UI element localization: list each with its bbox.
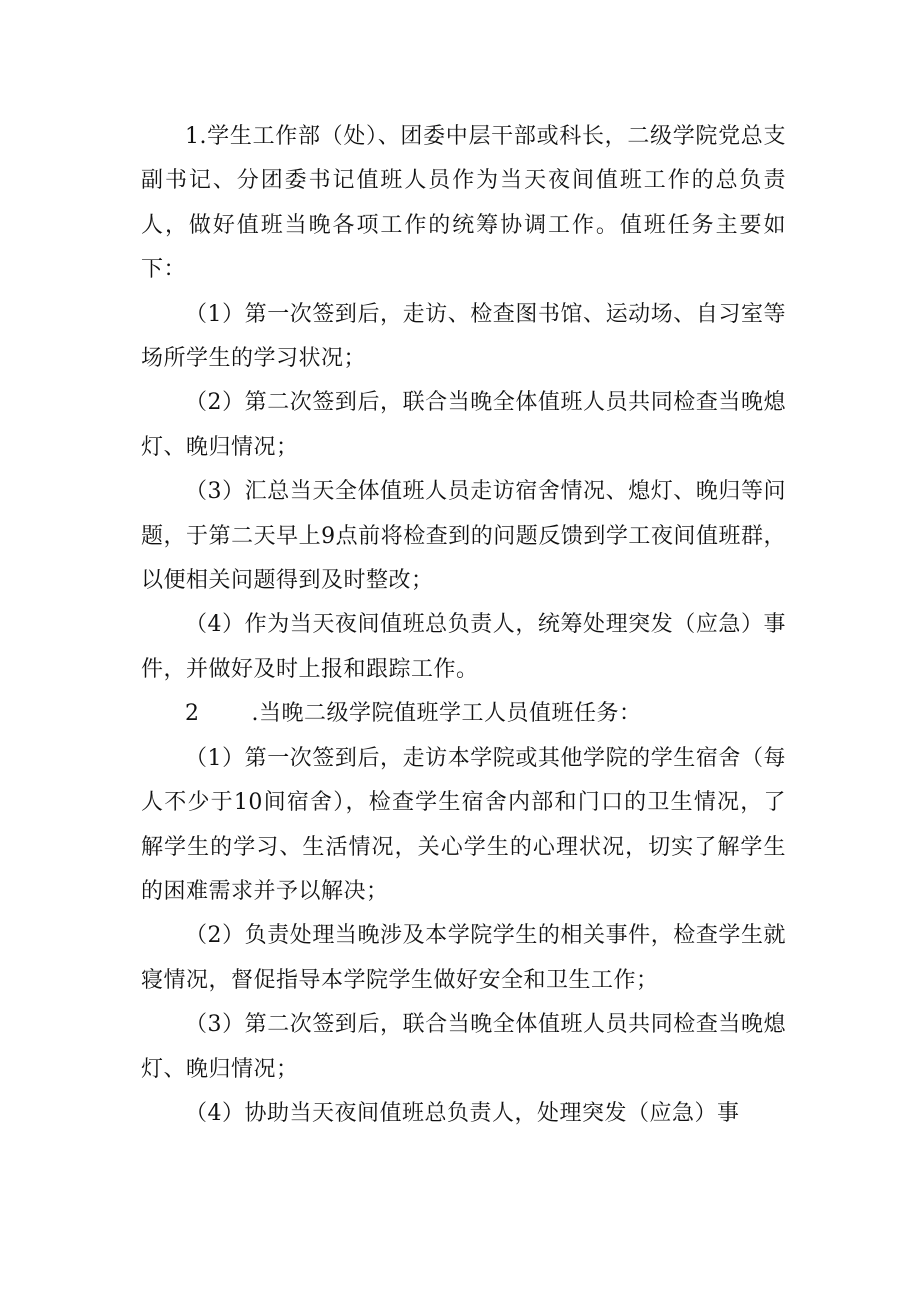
section-1-item-1: （1）第一次签到后，走访、检查图书馆、运动场、自习室等场所学生的学习状况； (141, 301, 786, 372)
section-1-item-3: （3）汇总当天全体值班人员走访宿舍情况、熄灯、晚归等问题，于第二天早上9点前将检查到的问题反馈到学工夜间值班群，以便相关问题得到及时整改； (141, 479, 786, 594)
section-2-item-1: （1）第一次签到后，走访本学院或其他学院的学生宿舍（每人不少于10间宿舍），检查学生宿舍内部和门口的卫生情况，了解学生的学习、生活情况，关心学生的心理状况，切实了解学生的困难需求并予以解决； (141, 745, 786, 904)
section-2-heading-paragraph (141, 692, 786, 736)
section-1-item-2: （2）第二次签到后，联合当晚全体值班人员共同检查当晚熄灯、晚归情况； (141, 390, 786, 460)
section-2-number: 2 (185, 701, 200, 727)
section-2-item-2: （2）负责处理当晚涉及本学院学生的相关事件，检查学生就寝情况，督促指导本学院学生做好安全和卫生工作； (141, 923, 786, 993)
section-2-heading-text: .当晚二级学院值班学工人员值班任务： (251, 701, 642, 727)
section-2-item-4: （4）协助当天夜间值班总负责人，处理突发（应急）事 (185, 1100, 740, 1126)
section-1-item-4: （4）作为当天夜间值班总负责人，统筹处理突发（应急）事件，并做好及时上报和跟踪工作。 (141, 612, 786, 682)
section-2-item-3: （3）第二次签到后，联合当晚全体值班人员共同检查当晚熄灯、晚归情况； (141, 1012, 786, 1082)
document-body (141, 115, 786, 1136)
section-1-heading-paragraph: 1.学生工作部（处）、团委中层干部或科长，二级学院党总支副书记、分团委书记值班人员作为当天夜间值班工作的总负责人，做好值班当晚各项工作的统筹协调工作。值班任务主要如下： (141, 124, 786, 283)
